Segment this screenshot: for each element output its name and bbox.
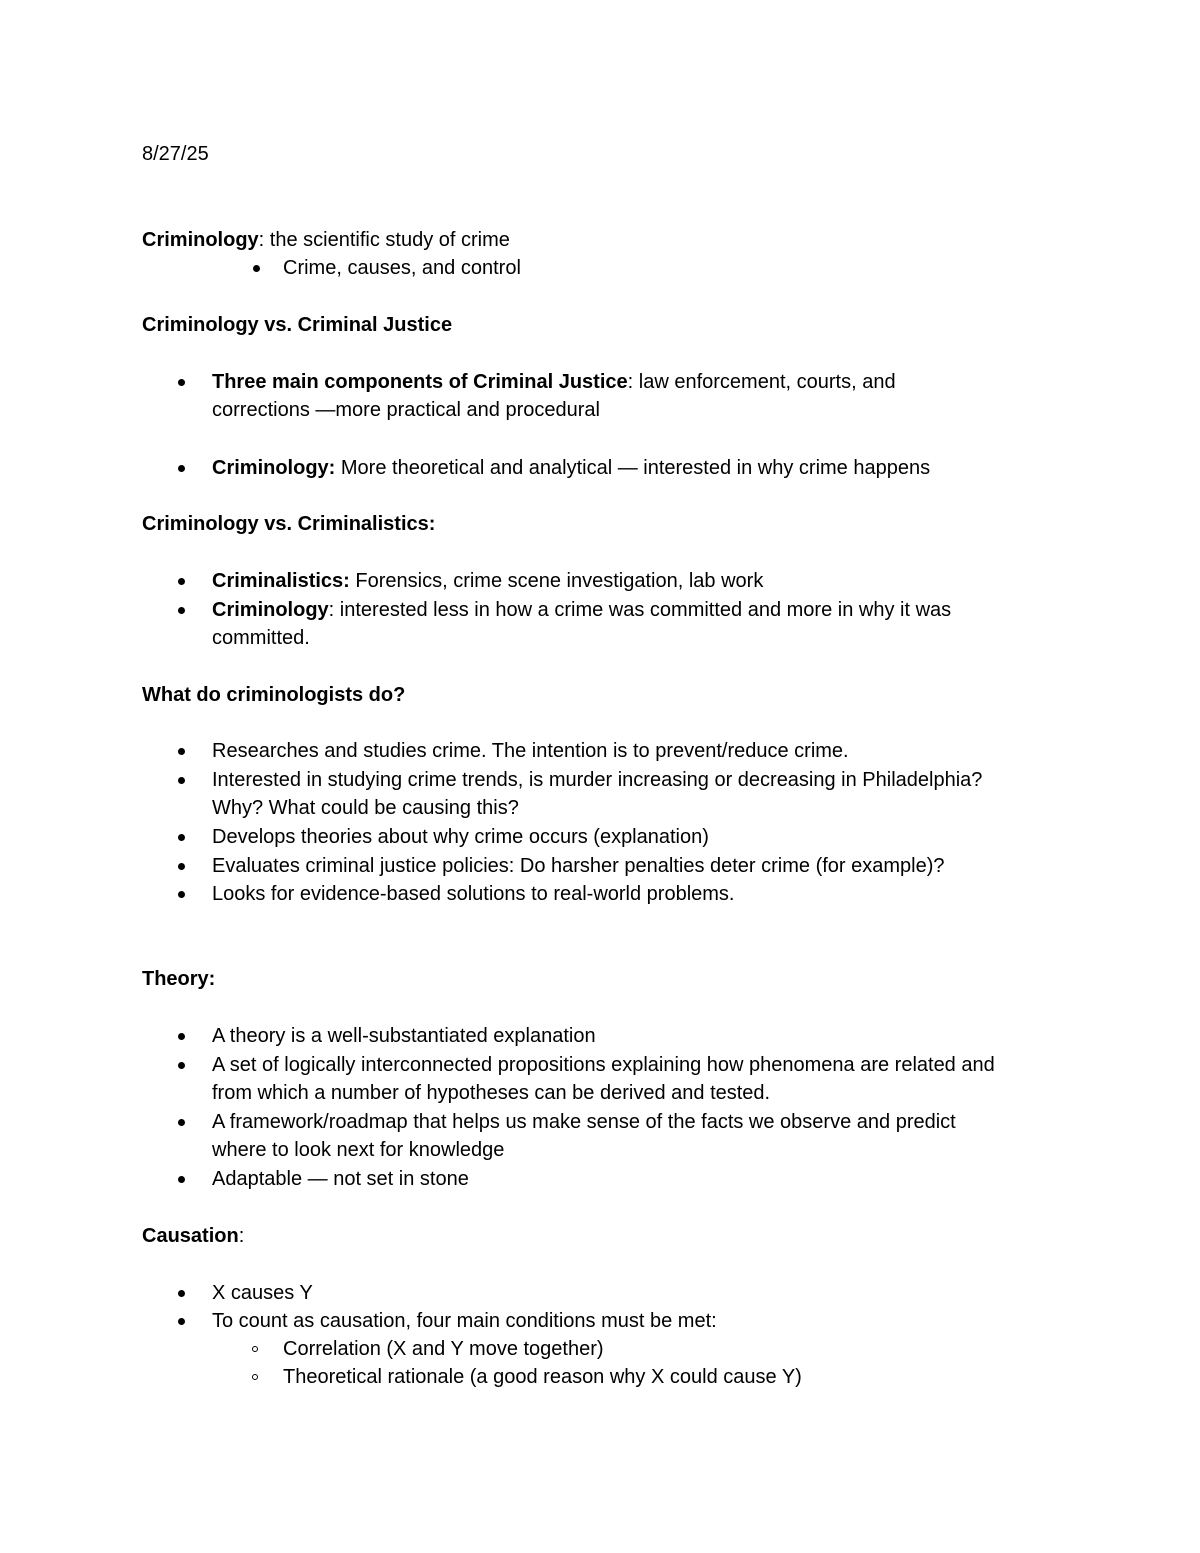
list-item-continuation: from which a number of hypotheses can be derived and tested. [212,1082,771,1104]
list-item: Develops theories about why crime occurs (explanation) [212,826,709,848]
section-heading-criminalistics: Criminology vs. Criminalistics: [142,513,436,535]
hollow-bullet-icon [252,1374,258,1380]
list-item [212,596,951,625]
bullet-icon [178,834,185,841]
list-item-text: Forensics, crime scene investigation, lab work [349,570,764,592]
bullet-icon [178,891,185,898]
list-item-text: : interested less in how a crime was committed and more in why it was [328,599,952,621]
section-heading-causation [142,1222,244,1251]
bullet-icon [178,379,185,386]
definition-line [142,226,510,255]
bullet-icon [178,1062,185,1069]
list-item: Looks for evidence-based solutions to real-world problems. [212,883,735,905]
bullet-icon [178,748,185,755]
list-item-continuation: where to look next for knowledge [212,1139,505,1161]
list-item [212,368,896,397]
bullet-icon [178,1318,185,1325]
list-item: A set of logically interconnected propositions explaining how phenomena are related and [212,1054,995,1076]
bullet-icon [178,1290,185,1297]
bullet-icon [178,777,185,784]
list-item-term: Criminology: [212,457,336,479]
bullet-icon [178,1033,185,1040]
list-item: A framework/roadmap that helps us make sense of the facts we observe and predict [212,1111,956,1133]
list-item [212,567,763,596]
causation-heading-text: Causation [142,1225,239,1247]
hollow-bullet-icon [252,1346,258,1352]
list-item-term: Criminalistics: [212,570,350,592]
section-heading-criminal-justice: Criminology vs. Criminal Justice [142,314,453,336]
list-item-continuation: corrections —more practical and procedural [212,399,600,421]
definition-text: : the scientific study of crime [258,229,510,251]
list-item-continuation: Why? What could be causing this? [212,797,519,819]
definition-term: Criminology [142,229,259,251]
list-item-continuation: committed. [212,627,310,649]
sub-list-item: Theoretical rationale (a good reason why X could cause Y) [283,1366,802,1388]
section-heading-theory: Theory: [142,968,216,990]
list-item: To count as causation, four main conditions must be met: [212,1310,717,1332]
list-item-term: Three main components of Criminal Justice [212,371,628,393]
bullet-icon [178,578,185,585]
list-item-text: : law enforcement, courts, and [627,371,896,393]
list-item [212,454,930,483]
causation-heading-colon: : [238,1225,245,1247]
list-item: Evaluates criminal justice policies: Do harsher penalties deter crime (for example)? [212,855,945,877]
sub-list-item: Correlation (X and Y move together) [283,1338,604,1360]
bullet-icon [178,863,185,870]
bullet-icon [178,1176,185,1183]
list-item-term: Criminology [212,599,329,621]
list-item: A theory is a well-substantiated explanation [212,1025,596,1047]
bullet-icon [178,465,185,472]
list-item: Researches and studies crime. The intention is to prevent/reduce crime. [212,740,849,762]
list-item: X causes Y [212,1282,313,1304]
list-item-text: More theoretical and analytical — interested in why crime happens [335,457,931,479]
bullet-icon [178,607,185,614]
list-item: Adaptable — not set in stone [212,1168,469,1190]
bullet-icon [253,265,260,272]
bullet-icon [178,1119,185,1126]
date-text: 8/27/25 [142,143,209,165]
section-heading-what-criminologists-do: What do criminologists do? [142,684,406,706]
list-item: Interested in studying crime trends, is murder increasing or decreasing in Philadelphia? [212,769,983,791]
definition-sub-item: Crime, causes, and control [283,257,521,279]
